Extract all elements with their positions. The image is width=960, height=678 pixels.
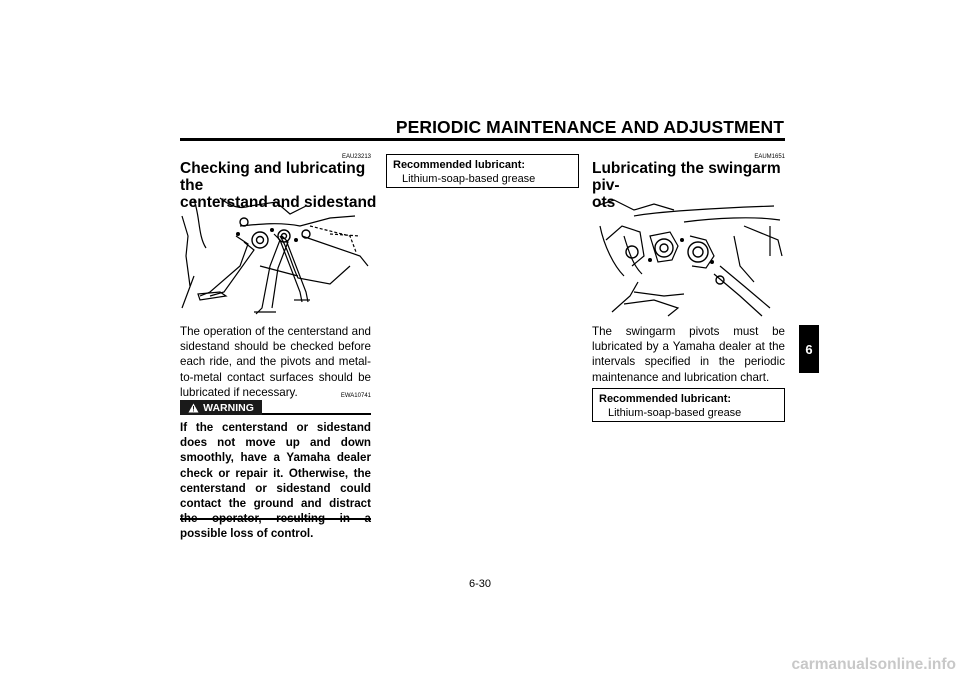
page-header-title: PERIODIC MAINTENANCE AND ADJUSTMENT: [395, 117, 784, 137]
warning-top-rule: [262, 413, 371, 415]
lubricant-label: Recommended lubricant:: [393, 159, 526, 171]
lubricant-box-swingarm: [592, 388, 785, 422]
warning-bottom-rule: [180, 518, 371, 520]
section-code-swingarm: EAUM1651: [754, 154, 785, 160]
warning-triangle-icon: [188, 403, 199, 413]
chapter-tab: 6: [799, 325, 819, 373]
warning-badge: [180, 400, 262, 415]
heading-line-1: Lubricating the swingarm piv-: [592, 160, 781, 194]
lubricant-label: Recommended lubricant:: [599, 393, 732, 405]
watermark: carmanualsonline.info: [791, 656, 956, 673]
swingarm-pivot-illustration: [594, 196, 784, 318]
warning-text: If the centerstand or sidestand does not move up and down smoothly, have a Yamaha dealer check or repair it. Otherwise, the centerstand or sidestand could contact the ground and distract possible loss of control.: [180, 421, 371, 541]
swingarm-body-text: The swingarm pivots must be lubricated by a Yamaha dealer at the intervals specified in the periodic maintenance and lubrication chart.: [592, 325, 785, 384]
warning-label: WARNING: [203, 401, 254, 414]
heading-line-1: Checking and lubricating the: [180, 160, 366, 194]
header-rule: [180, 138, 785, 141]
lubricant-box-centerstand: [386, 154, 579, 188]
section-code-centerstand: EAU23213: [341, 154, 371, 160]
heading-line-2: centerstand and sidestand: [180, 194, 377, 211]
lubricant-value: Lithium-soap-based grease: [608, 406, 742, 419]
warning-code: EWA10741: [340, 393, 371, 399]
centerstand-sidestand-illustration: [180, 196, 372, 318]
lubricant-value: Lithium-soap-based grease: [402, 172, 536, 185]
centerstand-body-text: The operation of the centerstand and sidestand should be checked before each ride, and the pivots and metal-to-metal contact surfaces should be lubricated if necessary.: [180, 325, 371, 399]
heading-line-2: ots: [592, 194, 616, 211]
page-number: 6-30: [468, 578, 492, 590]
